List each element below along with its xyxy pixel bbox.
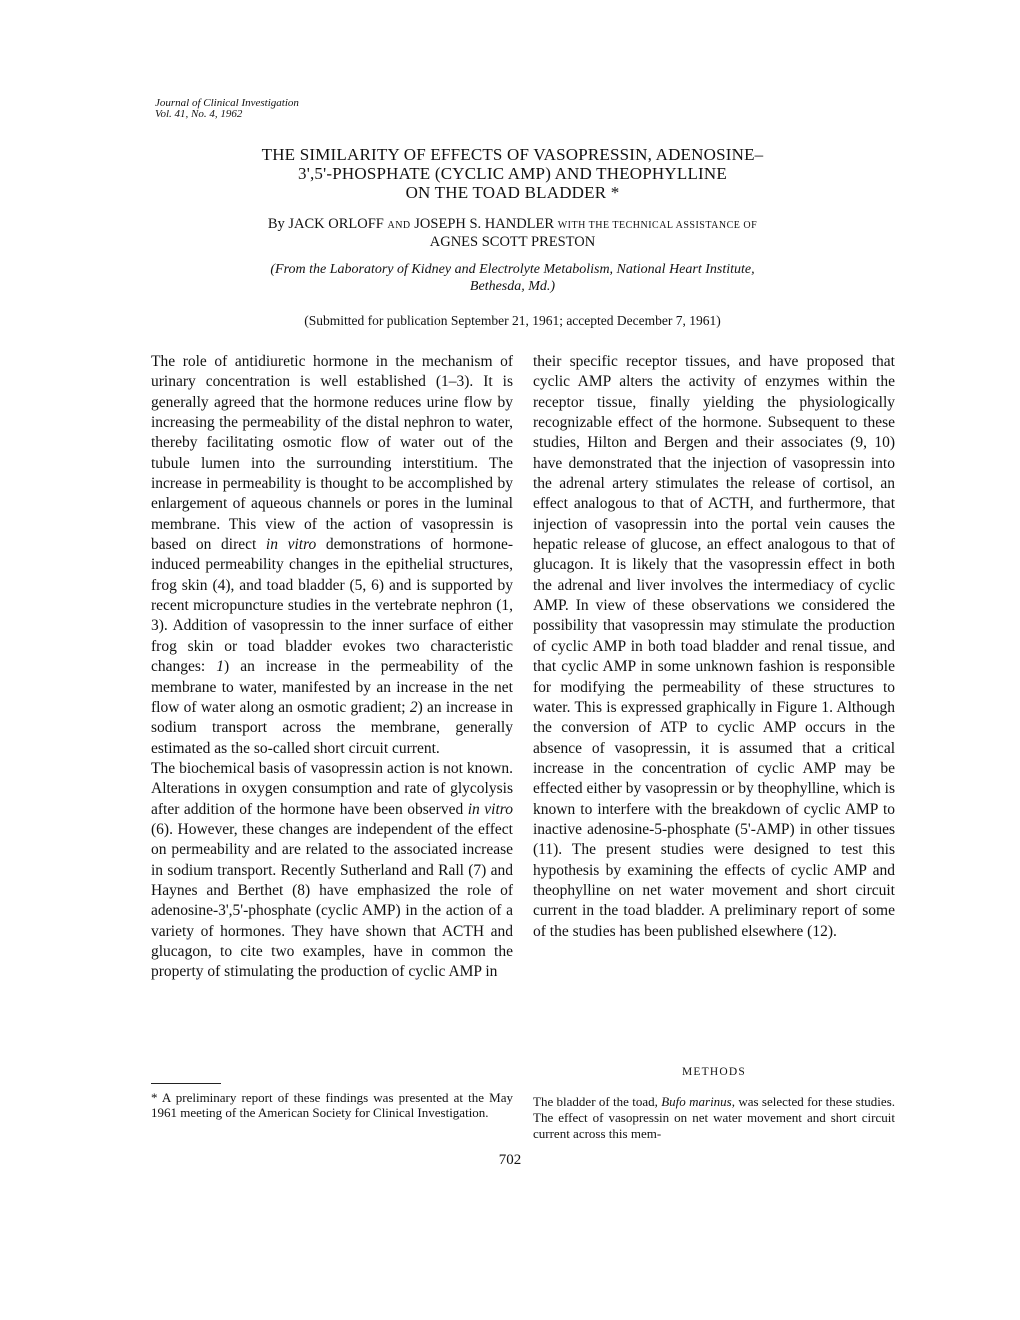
methods-heading: METHODS	[682, 1066, 746, 1078]
body-paragraph	[151, 352, 513, 759]
text-run: was selected for these studies. The effect of vasopressin on net water movement and short circuit current across this mem-	[533, 1094, 896, 1141]
affiliation	[160, 261, 865, 295]
text-run: The biochemical basis of vasopressin action is not known. Alterations in oxygen consumption and rate of glycolysis after addition of the hormone have been observed	[151, 759, 513, 818]
author-block	[160, 216, 865, 251]
list-number: 2	[409, 698, 418, 716]
affiliation-line-2: Bethesda, Md.)	[469, 279, 556, 294]
body-paragraph	[151, 759, 513, 983]
submission-dates: (Submitted for publication September 21, 1961; accepted December 7, 1961)	[304, 313, 721, 328]
italic-term: in vitro	[265, 536, 317, 554]
text-run: The bladder of the toad,	[533, 1094, 662, 1109]
title-line-3: ON THE TOAD BLADDER *	[405, 183, 620, 202]
text-run: ) an increase in the permeability of the membrane to water, manifested by an increase in the net flow of water along an osmotic gradient;	[151, 658, 513, 716]
footnote: * A preliminary report of these findings was presented at the May 1961 meeting of the American Society for Clinical Investigation.	[151, 1090, 513, 1120]
text-run: The role of antidiuretic hormone in the mechanism of urinary concentration is well established (1–3). It is generally agreed that the hormone reduces urine flow by increasing the permeability of the distal nephron to water, thereby facilitating osmotic flow of water out of the tubule lumen into the surrounding interstitium. The increase in permeability is thought to be accomplished by enlargement of aqueous channels or pores in the luminal membrane. This view of the action of vasopressin is based on direct	[151, 353, 513, 554]
left-column	[151, 352, 513, 983]
assistance-label: WITH THE TECHNICAL ASSISTANCE OF	[557, 220, 758, 231]
title-line-2: 3',5'-PHOSPHATE (CYCLIC AMP) AND THEOPHYLLINE	[298, 164, 727, 183]
text-run: demonstrations of hormone-induced permeability changes in the epithelial structures, frog skin (4), and toad bladder (5, 6) and is supported by recent micropuncture studies in the vertebrate nephron (1, 3). Addition of vasopressin to the inner surface of either frog skin or toad bladder evokes two characteristic changes:	[151, 536, 513, 676]
text-run: ) an increase in sodium transport across the membrane, generally estimated as the so-called short circuit current.	[151, 698, 514, 757]
page-number: 702	[498, 1152, 522, 1168]
journal-name: Journal of Clinical Investigation	[155, 97, 299, 109]
journal-volume: Vol. 41, No. 4, 1962	[155, 108, 243, 120]
body-paragraph: their specific receptor tissues, and have proposed that cyclic AMP alters the activity of enzymes within the receptor tissue, finally yielding the physiologically recognizable effect of the hormone. Subsequent to these studies, Hilton and Bergen and their associates (9, 10) have demonstrated that the injection of vasopressin into the adrenal artery stimulates the release of cortisol, an effect analogous to that of ACTH, and furthermore, that injection of vasopressin into the portal vein causes the hepatic release of glucose, an effect analogous to that of glucagon. It is likely that the vasopressin effect in both the adrenal and liver involves the intermediacy of cyclic AMP. In view of these observations we considered the possibility that vasopressin may stimulate the production of cyclic AMP in both toad bladder and renal tissue, and that cyclic AMP in some unknown fashion is responsible for modifying the permeability of these structures to water. This is expressed graphically in Figure 1. Although the conversion of ATP to cyclic AMP occurs in the absence of vasopressin, it is assumed that a critical increase in the concentration of cyclic AMP may be effected either by vasopressin or by theophylline, which is known to interfere with the breakdown of cyclic AMP to inactive adenosine-5-phosphate (5'-AMP) in other tissues (11). The present studies were designed to test this hypothesis by examining the effects of cyclic AMP and theophylline on net water movement and short circuit current in the toad bladder. A preliminary report of some of the studies has been published elsewhere (12).	[533, 353, 895, 940]
by-label: By	[267, 216, 285, 232]
text-run: (6). However, these changes are independent of the effect on permeability and are related to the associated increase in sodium transport. Recently Sutherland and Rall (7) and Haynes and Berthet (8) have emphasized the role of adenosine-3',5'-phosphate (cyclic AMP) in the action of a variety of hormones. They have shown that ACTH and glucagon, to cite two examples, have in common the property of stimulating the production of cyclic AMP in	[151, 820, 513, 981]
author-name: JOSEPH S. HANDLER	[414, 216, 555, 232]
affiliation-line-1: (From the Laboratory of Kidney and Electrolyte Metabolism, National Heart Institute,	[270, 262, 755, 277]
species-name: Bufo marinus,	[661, 1094, 735, 1109]
author-name: JACK ORLOFF	[288, 216, 384, 232]
journal-citation	[155, 98, 455, 120]
italic-term: in vitro	[467, 800, 513, 818]
article-title	[160, 145, 865, 202]
right-column	[533, 352, 895, 942]
list-number: 1	[216, 658, 225, 676]
methods-paragraph	[533, 1094, 895, 1142]
footnote-divider	[151, 1083, 221, 1084]
author-name: AGNES SCOTT PRESTON	[429, 234, 596, 250]
title-line-1: THE SIMILARITY OF EFFECTS OF VASOPRESSIN, ADENOSINE–	[261, 145, 764, 164]
and-label: AND	[387, 220, 411, 231]
author-line-1	[160, 216, 865, 234]
